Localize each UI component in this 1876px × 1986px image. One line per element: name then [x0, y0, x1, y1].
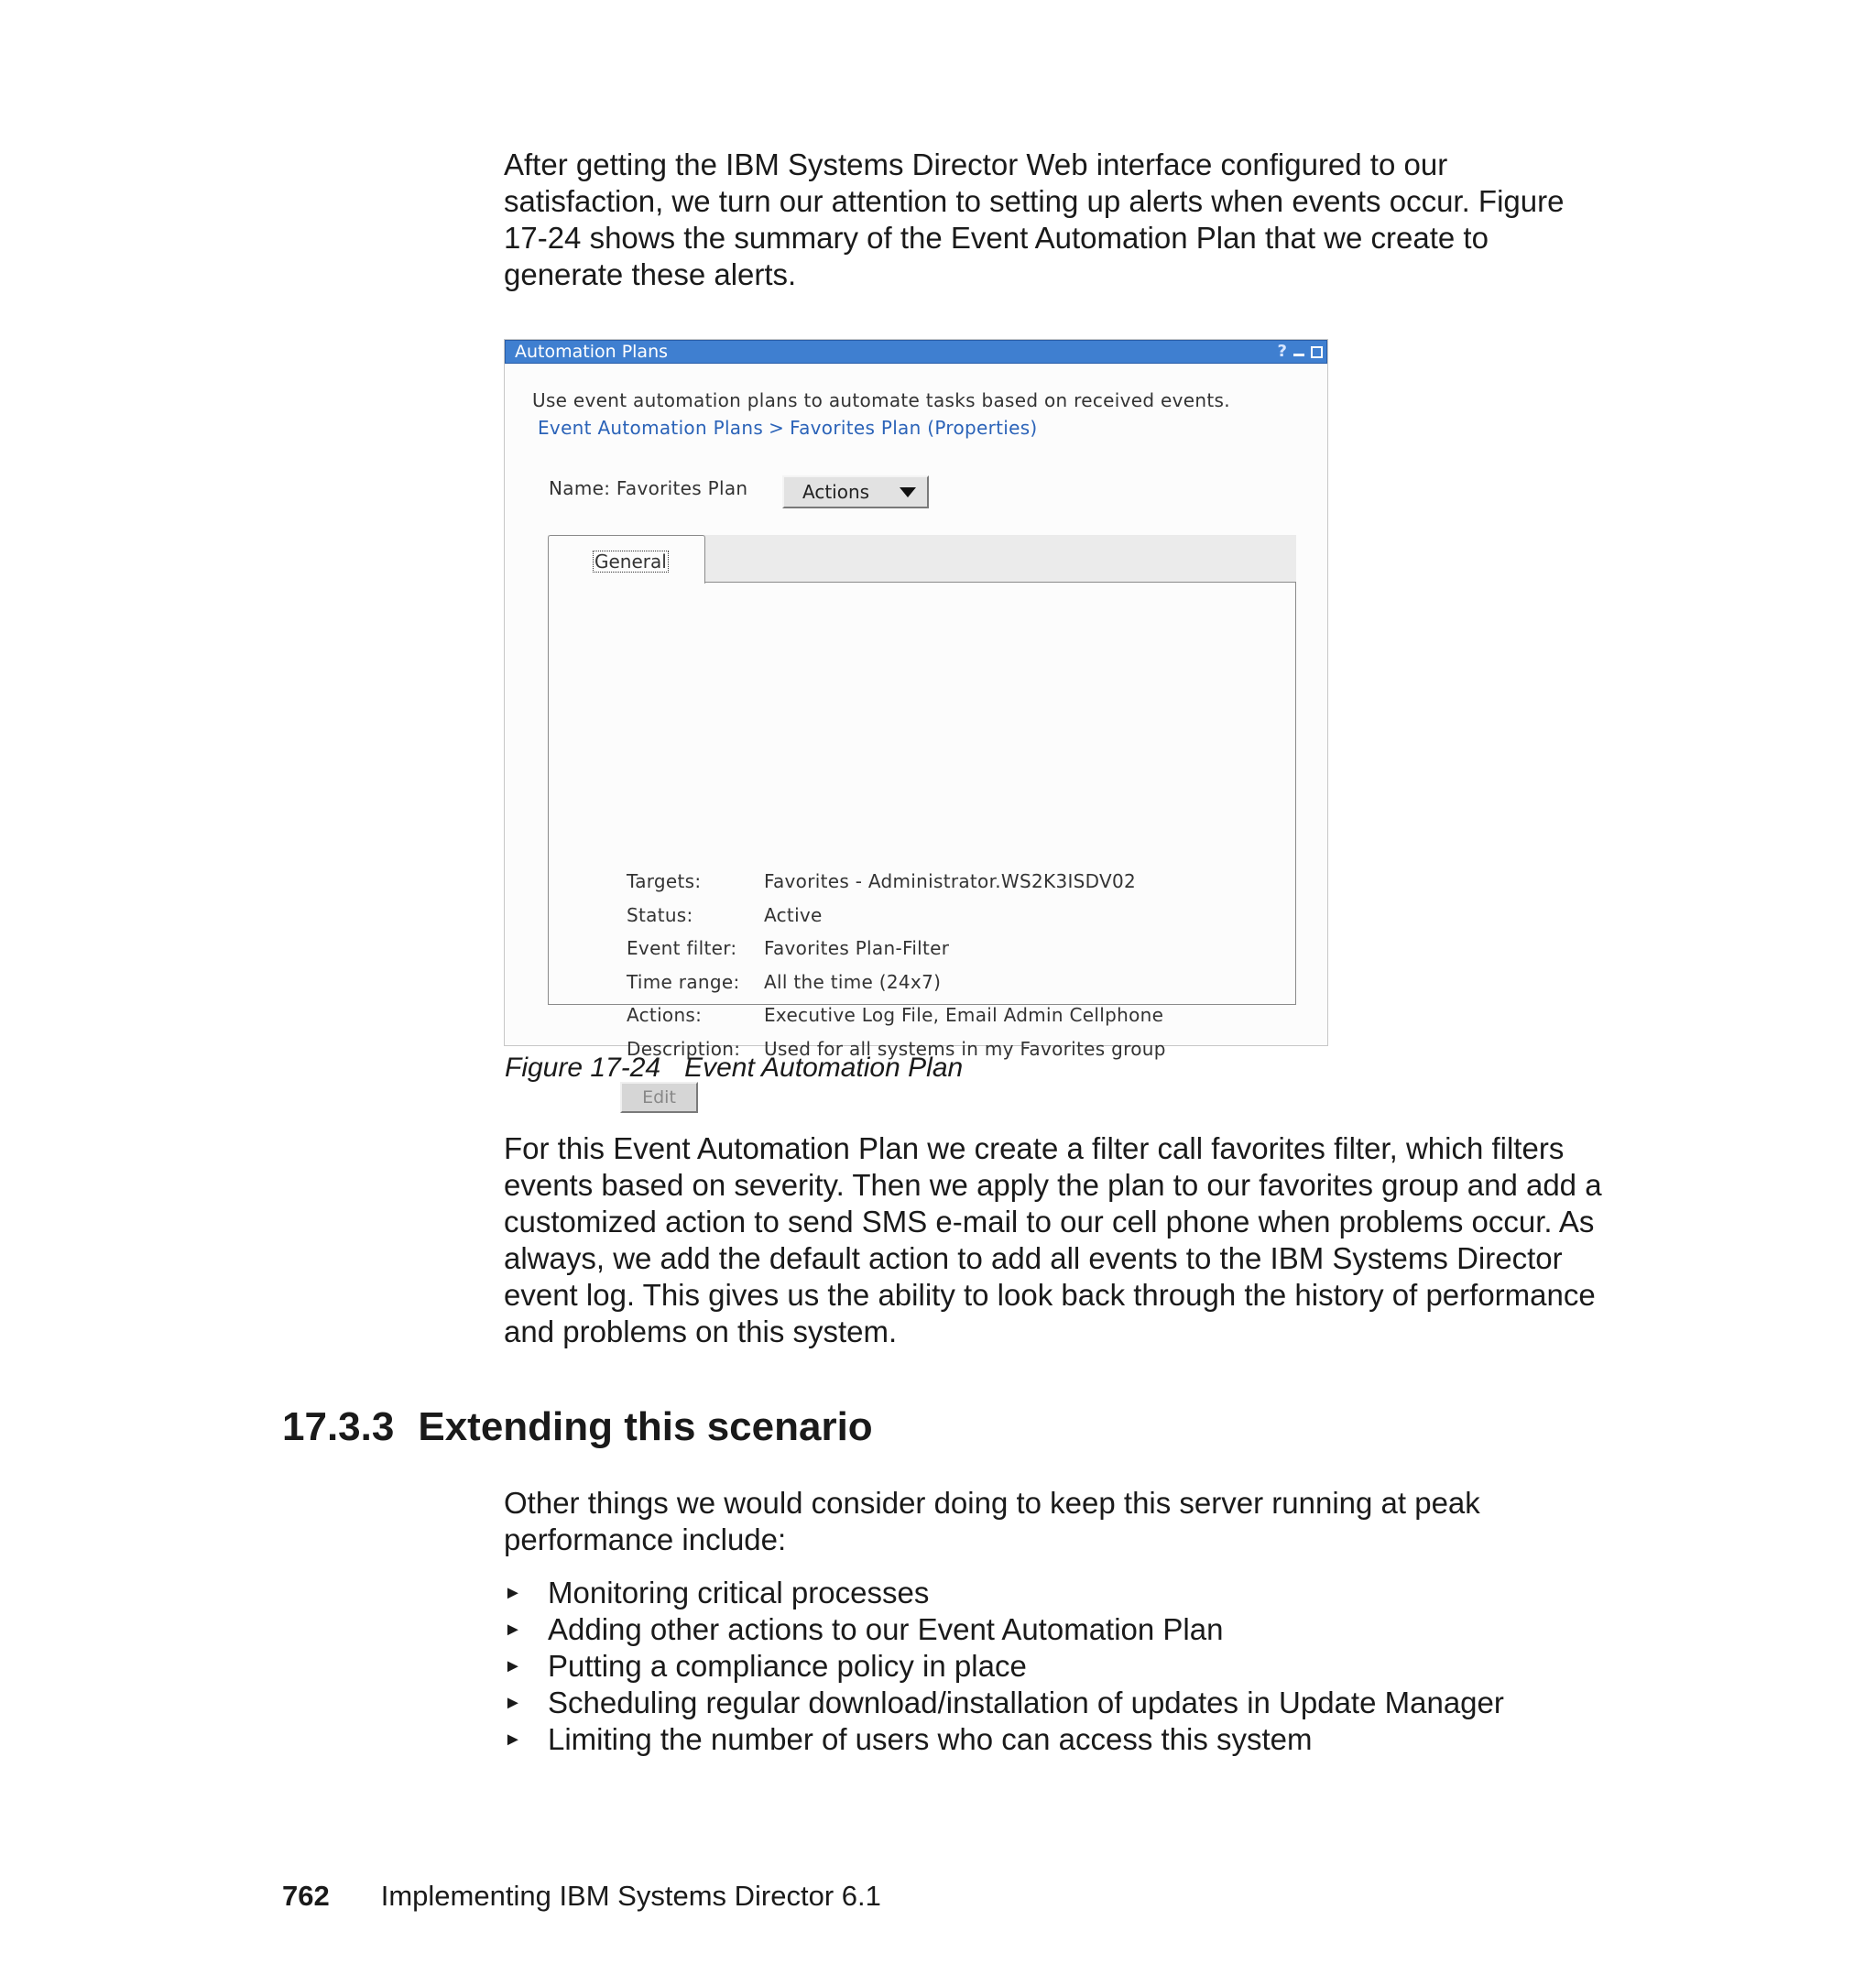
name-value: Favorites Plan: [616, 477, 748, 499]
property-value: Favorites Plan-Filter: [764, 937, 950, 959]
figure-title: Event Automation Plan: [684, 1053, 964, 1083]
property-label: Time range:: [627, 970, 740, 993]
property-label: Event filter:: [627, 937, 737, 959]
page-number: 762: [282, 1880, 330, 1912]
section-intro-paragraph: Other things we would consider doing to keep this server running at peak performance include:: [504, 1486, 1480, 1556]
property-value: Active: [764, 903, 823, 926]
property-row: [627, 971, 1166, 1005]
body-paragraph: For this Event Automation Plan we create a filter call favorites filter, which filters events based on severity. Then we apply the plan to our favorites group and add a customized action to send SMS e-mail to our cell phone when problems occur. As always, we add the default action to add all events to the IBM Systems Director event log. This gives us the ability to look back through the history of performance and problems on this system.: [504, 1131, 1602, 1348]
window-title: Automation Plans: [515, 342, 669, 362]
list-item-text: Monitoring critical processes: [548, 1576, 930, 1610]
list-item-text: Adding other actions to our Event Automation Plan: [548, 1612, 1224, 1646]
breadcrumb: [538, 417, 1038, 439]
chevron-down-icon: [900, 487, 916, 497]
breadcrumb-parent-link[interactable]: Event Automation Plans: [538, 417, 764, 439]
list-item-text: Scheduling regular download/installation of updates in Update Manager: [548, 1686, 1504, 1719]
actions-label: Actions: [802, 481, 870, 503]
property-value: Favorites - Administrator.WS2K3ISDV02: [764, 870, 1137, 892]
bullet-triangle-icon: ►: [504, 1730, 522, 1750]
bullet-triangle-icon: ►: [504, 1583, 522, 1603]
property-row: [627, 937, 1166, 971]
bullet-triangle-icon: ►: [504, 1656, 522, 1676]
list-item: [504, 1648, 1504, 1685]
plan-name-row: [549, 477, 747, 499]
edit-button[interactable]: Edit: [620, 1082, 698, 1113]
tab-general-label: General: [594, 551, 667, 573]
tab-general[interactable]: [548, 535, 705, 584]
list-item-text: Putting a compliance policy in place: [548, 1649, 1027, 1683]
property-label: Actions:: [627, 1004, 703, 1026]
list-item: [504, 1721, 1504, 1758]
help-icon[interactable]: ?: [1277, 342, 1287, 361]
property-row: [627, 870, 1166, 904]
bullet-list: [504, 1575, 1504, 1758]
page-footer: [282, 1880, 881, 1913]
bullet-triangle-icon: ►: [504, 1620, 522, 1640]
section-number: 17.3.3: [282, 1404, 395, 1449]
intro-paragraph: After getting the IBM Systems Director Web interface configured to our satisfaction, we turn our attention to setting up alerts when events occur. Figure 17-24 shows the summary of the Event Automation Plan that we create to generate these alerts.: [504, 147, 1565, 291]
property-label: Targets:: [627, 870, 702, 892]
minimize-icon[interactable]: [1292, 345, 1305, 358]
maximize-icon[interactable]: [1311, 346, 1323, 358]
section-title: Extending this scenario: [418, 1404, 873, 1449]
breadcrumb-current[interactable]: Favorites Plan (Properties): [790, 417, 1038, 439]
list-item: [504, 1611, 1504, 1648]
bullet-triangle-icon: ►: [504, 1693, 522, 1713]
list-item: [504, 1575, 1504, 1611]
property-value: Used for all systems in my Favorites group: [764, 1037, 1166, 1060]
property-value: All the time (24x7): [764, 970, 942, 993]
window-titlebar: [505, 340, 1327, 364]
actions-dropdown-button[interactable]: [782, 475, 929, 508]
name-label: Name:: [549, 477, 611, 499]
list-item: [504, 1685, 1504, 1721]
figure-caption: [505, 1052, 963, 1085]
property-label: Status:: [627, 903, 693, 926]
property-value: Executive Log File, Email Admin Cellphone: [764, 1004, 1164, 1026]
property-row: [627, 1004, 1166, 1038]
list-item-text: Limiting the number of users who can access this system: [548, 1722, 1313, 1756]
property-label: Description:: [627, 1037, 741, 1060]
figure-number: Figure 17-24: [505, 1053, 661, 1083]
book-title: Implementing IBM Systems Director 6.1: [380, 1880, 881, 1912]
breadcrumb-separator: >: [769, 417, 785, 439]
property-row: [627, 904, 1166, 938]
window-description: Use event automation plans to automate tasks based on received events.: [532, 389, 1230, 411]
properties-list: [627, 870, 1166, 1071]
section-heading: [282, 1402, 873, 1453]
